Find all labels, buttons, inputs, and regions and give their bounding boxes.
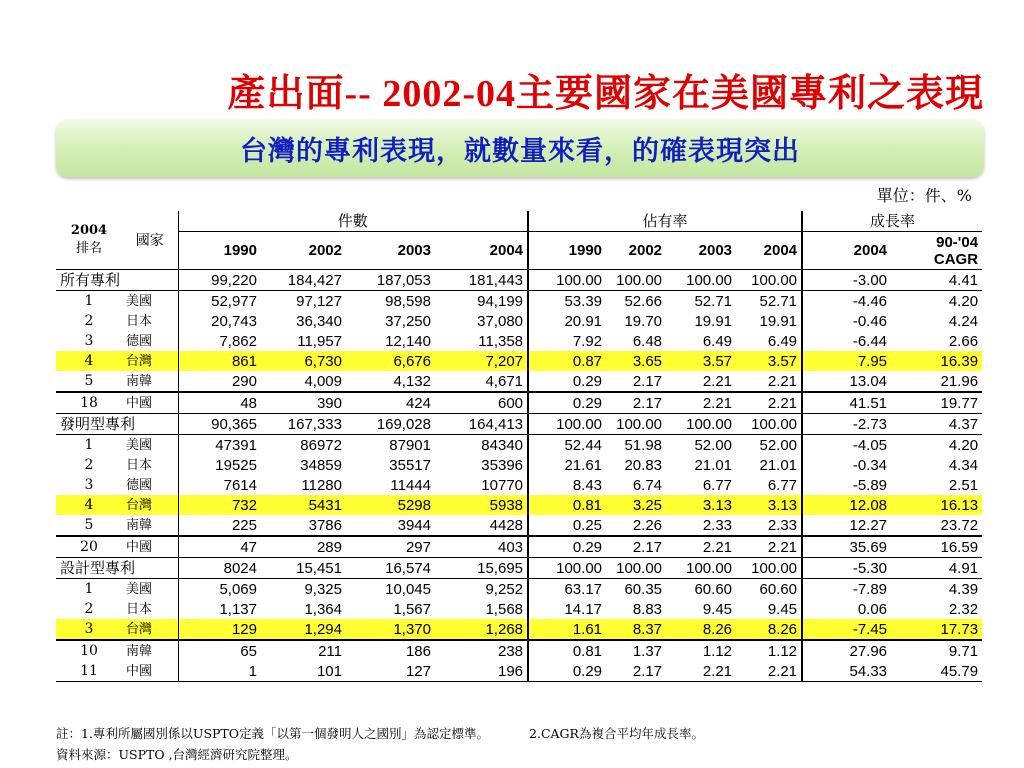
value-cell: 2.51 — [948, 476, 979, 494]
value-cell: 1.37 — [606, 640, 666, 661]
rank-cell: 5 — [84, 372, 94, 389]
value-cell: 424 — [346, 392, 435, 414]
value-cell: 2.21 — [666, 661, 736, 682]
value-cell: 20,743 — [178, 311, 261, 331]
table-row — [56, 640, 982, 661]
value-cell: 7.95 — [802, 351, 891, 371]
rank-cell: 18 — [56, 392, 122, 414]
value-cell: 16.13 — [891, 495, 982, 515]
value-cell: 6.48 — [632, 332, 663, 350]
value-cell: 19525 — [178, 455, 261, 475]
value-cell: 6,730 — [261, 351, 346, 371]
total-cell: 16,574 — [346, 558, 435, 579]
total-cell: 184,427 — [261, 270, 346, 291]
rank-cell: 3 — [84, 476, 94, 493]
table-row — [56, 351, 982, 371]
table-row — [56, 495, 982, 515]
total-cell: 15,451 — [261, 558, 346, 579]
value-cell: 23.72 — [940, 516, 979, 534]
total-cell: 100.00 — [528, 270, 606, 291]
value-cell: -7.89 — [802, 579, 891, 600]
value-cell: 35396 — [481, 456, 524, 474]
rank-header-label: 排名 — [75, 241, 102, 256]
table-row — [56, 579, 982, 600]
total-cell: 164,413 — [435, 414, 528, 435]
value-cell: 53.39 — [528, 291, 606, 312]
value-cell: 4.20 — [891, 435, 982, 456]
value-cell: 11,358 — [478, 332, 524, 350]
value-cell: 3.13 — [736, 495, 802, 515]
table-row — [56, 311, 982, 331]
value-cell: -5.89 — [802, 475, 891, 495]
header-row-groups — [56, 211, 982, 232]
value-cell: 52.71 — [736, 291, 802, 312]
value-cell: 2.33 — [767, 516, 798, 534]
value-cell: 98,598 — [346, 291, 435, 312]
value-cell: 54.33 — [802, 661, 891, 682]
total-cell: 100.00 — [736, 558, 802, 579]
value-cell: 12,140 — [385, 332, 431, 350]
value-cell: 8.26 — [736, 619, 802, 640]
total-cell: 100.00 — [736, 414, 802, 435]
value-cell: 5431 — [261, 495, 346, 515]
value-cell: 5938 — [435, 495, 528, 515]
value-cell: 3.25 — [606, 495, 666, 515]
value-cell: 19.91 — [694, 312, 733, 330]
value-cell: 127 — [346, 661, 435, 682]
value-cell: 41.51 — [802, 392, 891, 414]
value-cell: 2.17 — [606, 392, 666, 414]
country-cell: 台灣 — [122, 495, 178, 515]
value-cell: 732 — [178, 495, 261, 515]
table-row — [56, 455, 982, 475]
headline-banner — [56, 119, 984, 177]
country-cell: 南韓 — [126, 373, 153, 389]
value-cell: 6.74 — [632, 476, 663, 494]
share-group-header: 佔有率 — [528, 211, 802, 232]
value-cell: 7,207 — [435, 351, 528, 371]
value-cell: 7.92 — [528, 331, 606, 351]
growth-group-header: 成長率 — [802, 211, 982, 232]
value-cell: 3.65 — [606, 351, 666, 371]
country-cell: 台灣 — [122, 351, 178, 371]
value-cell: 9.45 — [702, 600, 733, 618]
value-cell: 6,676 — [346, 351, 435, 371]
value-cell: 10,045 — [346, 579, 435, 600]
source-note: 資料來源：USPTO ,台灣經濟研究院整理。 — [56, 747, 298, 762]
table-row — [56, 599, 982, 619]
value-cell: 600 — [435, 392, 528, 414]
footnote-1: 註：1.專利所屬國別係以USPTO定義「以第一個發明人之國別」為認定標準。 — [56, 726, 490, 741]
rank-cell: 3 — [84, 332, 94, 349]
value-cell: 52,977 — [178, 291, 261, 312]
rank-cell: 2 — [84, 312, 94, 329]
value-cell: 97,127 — [261, 291, 346, 312]
value-cell: 9.45 — [767, 600, 798, 618]
value-cell: 11280 — [301, 476, 342, 494]
year-header: 2002 — [606, 232, 666, 270]
footnotes — [56, 723, 996, 765]
total-cell: 181,443 — [435, 270, 528, 291]
value-cell: 21.61 — [528, 455, 606, 475]
value-cell: 10770 — [481, 476, 524, 494]
value-cell: 6.49 — [767, 332, 798, 350]
section-name: 設計型專利 — [56, 558, 178, 579]
value-cell: 4.39 — [891, 579, 982, 600]
value-cell: 0.06 — [802, 599, 891, 619]
total-cell: 100.00 — [666, 558, 736, 579]
value-cell: 2.21 — [666, 392, 736, 414]
value-cell: 7,862 — [178, 331, 261, 351]
value-cell: 238 — [435, 640, 528, 661]
value-cell: -6.44 — [802, 331, 891, 351]
value-cell: 1.61 — [528, 619, 606, 640]
total-cell: 100.00 — [528, 558, 606, 579]
count-group-header: 件數 — [178, 211, 528, 232]
value-cell: 2.17 — [606, 536, 666, 558]
value-cell: 19.77 — [891, 392, 982, 414]
value-cell: 1,137 — [178, 599, 261, 619]
value-cell: 52.00 — [666, 435, 736, 456]
total-cell: 100.00 — [736, 270, 802, 291]
value-cell: 0.81 — [528, 640, 606, 661]
country-cell: 日本 — [126, 457, 153, 473]
value-cell: 2.21 — [702, 372, 733, 390]
value-cell: 48 — [178, 392, 261, 414]
year-header: 1990 — [178, 232, 261, 270]
value-cell: 2.33 — [702, 516, 733, 534]
footnote-2: 2.CAGR為複合平均年成長率。 — [529, 726, 704, 741]
value-cell: 3786 — [308, 516, 342, 534]
table-row — [56, 331, 982, 351]
country-cell: 日本 — [126, 313, 153, 329]
value-cell: 21.96 — [940, 372, 979, 390]
rank-cell: 2 — [84, 600, 94, 617]
value-cell: 1,568 — [485, 600, 524, 618]
section-total-row — [56, 270, 982, 291]
value-cell: 3.57 — [736, 351, 802, 371]
total-cell: 4.37 — [891, 414, 982, 435]
year-header: 2004 — [435, 232, 528, 270]
value-cell: 2.17 — [606, 661, 666, 682]
country-cell: 美國 — [122, 579, 178, 600]
section-total-row — [56, 558, 982, 579]
banner-text: 台灣的專利表現，就數量來看，的確表現突出 — [240, 135, 800, 167]
value-cell: 6.77 — [702, 476, 733, 494]
value-cell: 4,671 — [485, 372, 524, 390]
total-cell: 15,695 — [435, 558, 528, 579]
value-cell: -0.46 — [802, 311, 891, 331]
total-cell: 187,053 — [346, 270, 435, 291]
value-cell: 2.21 — [736, 536, 802, 558]
country-cell: 中國 — [122, 661, 178, 682]
rank-cell: 1 — [56, 435, 122, 456]
value-cell: 9,325 — [261, 579, 346, 600]
value-cell: 52.00 — [736, 435, 802, 456]
value-cell: 21.01 — [759, 456, 798, 474]
value-cell: 1,268 — [435, 619, 528, 640]
value-cell: 52.66 — [606, 291, 666, 312]
value-cell: 86972 — [261, 435, 346, 456]
value-cell: 8.83 — [632, 600, 663, 618]
value-cell: 1,567 — [393, 600, 431, 618]
value-cell: 52.71 — [666, 291, 736, 312]
value-cell: 1,370 — [346, 619, 435, 640]
table-row — [56, 371, 982, 392]
value-cell: 19.70 — [624, 312, 663, 330]
value-cell: -7.45 — [802, 619, 891, 640]
country-cell: 中國 — [122, 536, 178, 558]
cagr-header — [891, 232, 982, 270]
value-cell: 2.26 — [632, 516, 663, 534]
country-cell: 德國 — [126, 477, 153, 493]
rank-header — [56, 211, 122, 270]
total-cell: 100.00 — [528, 414, 606, 435]
value-cell: 4,132 — [393, 372, 431, 390]
value-cell: 1,364 — [304, 600, 342, 618]
value-cell: 94,199 — [435, 291, 528, 312]
total-cell: 167,333 — [261, 414, 346, 435]
country-cell: 台灣 — [122, 619, 178, 640]
value-cell: 16.59 — [891, 536, 982, 558]
total-cell: 4.41 — [891, 270, 982, 291]
value-cell: 6.49 — [702, 332, 733, 350]
footnote-line-1 — [56, 723, 996, 744]
value-cell: 0.29 — [528, 371, 606, 392]
value-cell: 84340 — [435, 435, 528, 456]
value-cell: 2.32 — [948, 600, 979, 618]
total-cell: 100.00 — [666, 414, 736, 435]
total-cell: 100.00 — [606, 414, 666, 435]
value-cell: 47391 — [178, 435, 261, 456]
value-cell: 14.17 — [528, 599, 606, 619]
value-cell: 211 — [261, 640, 346, 661]
year-header: 2002 — [261, 232, 346, 270]
value-cell: 3.57 — [666, 351, 736, 371]
value-cell: 0.29 — [528, 536, 606, 558]
value-cell: 27.96 — [802, 640, 891, 661]
value-cell: 225 — [178, 515, 261, 536]
country-cell: 南韓 — [122, 640, 178, 661]
value-cell: 2.21 — [736, 392, 802, 414]
value-cell: 5,069 — [178, 579, 261, 600]
total-cell: 8024 — [178, 558, 261, 579]
value-cell: 47 — [178, 536, 261, 558]
value-cell: 51.98 — [606, 435, 666, 456]
value-cell: 36,340 — [296, 312, 342, 330]
value-cell: 861 — [178, 351, 261, 371]
total-cell: 100.00 — [606, 270, 666, 291]
section-name: 所有專利 — [56, 270, 178, 291]
country-cell: 美國 — [122, 291, 178, 312]
value-cell: 289 — [261, 536, 346, 558]
rank-cell: 11 — [56, 661, 122, 682]
value-cell: 1 — [178, 661, 261, 682]
value-cell: 4.34 — [948, 456, 979, 474]
value-cell: 52.44 — [528, 435, 606, 456]
total-cell: 100.00 — [666, 270, 736, 291]
value-cell: 20.83 — [624, 456, 663, 474]
value-cell: 2.21 — [767, 372, 798, 390]
total-cell: 100.00 — [606, 558, 666, 579]
table-row — [56, 515, 982, 536]
value-cell: 45.79 — [891, 661, 982, 682]
value-cell: 2.21 — [736, 661, 802, 682]
value-cell: 101 — [261, 661, 346, 682]
value-cell: 8.26 — [666, 619, 736, 640]
value-cell: 21.01 — [694, 456, 733, 474]
value-cell: 8.37 — [606, 619, 666, 640]
value-cell: -4.46 — [802, 291, 891, 312]
value-cell: 2.66 — [948, 332, 979, 350]
value-cell: -4.05 — [802, 435, 891, 456]
rank-cell: 3 — [56, 619, 122, 640]
value-cell: 11,957 — [297, 332, 342, 350]
cagr-header-range: 90-'04 — [936, 233, 979, 251]
value-cell: 87901 — [346, 435, 435, 456]
country-cell: 美國 — [122, 435, 178, 456]
value-cell: 60.60 — [736, 579, 802, 600]
year-header: 2004 — [802, 232, 891, 270]
value-cell: 34859 — [300, 456, 342, 474]
value-cell: 20.91 — [528, 311, 606, 331]
value-cell: 297 — [346, 536, 435, 558]
value-cell: 11444 — [390, 476, 431, 494]
value-cell: 7614 — [178, 475, 261, 495]
country-cell: 中國 — [122, 392, 178, 414]
value-cell: 37,250 — [385, 312, 431, 330]
header-row-years — [56, 232, 982, 270]
value-cell: 0.81 — [528, 495, 606, 515]
value-cell: 60.35 — [606, 579, 666, 600]
value-cell: 65 — [178, 640, 261, 661]
value-cell: 4,009 — [304, 372, 342, 390]
table-row — [56, 475, 982, 495]
rank-cell: 4 — [56, 351, 122, 371]
table-row — [56, 392, 982, 414]
rank-cell: 1 — [56, 579, 122, 600]
total-cell: 99,220 — [178, 270, 261, 291]
total-cell: 4.91 — [891, 558, 982, 579]
country-header: 國家 — [135, 231, 164, 248]
year-header: 2004 — [736, 232, 802, 270]
year-header: 2003 — [346, 232, 435, 270]
value-cell: 9.71 — [891, 640, 982, 661]
value-cell: 37,080 — [477, 312, 524, 330]
value-cell: 0.25 — [528, 515, 606, 536]
value-cell: 4428 — [489, 516, 524, 534]
value-cell: 390 — [261, 392, 346, 414]
value-cell: 196 — [435, 661, 528, 682]
value-cell: 403 — [435, 536, 528, 558]
value-cell: 0.29 — [528, 392, 606, 414]
value-cell: 35517 — [389, 456, 431, 474]
value-cell: 6.77 — [767, 476, 798, 494]
table-row — [56, 619, 982, 640]
rank-cell: 5 — [84, 516, 94, 533]
total-cell: -3.00 — [802, 270, 891, 291]
value-cell: 19.91 — [759, 312, 798, 330]
table-row — [56, 435, 982, 456]
value-cell: 1.12 — [666, 640, 736, 661]
year-header: 2003 — [666, 232, 736, 270]
table-row — [56, 661, 982, 682]
country-cell: 南韓 — [126, 517, 153, 533]
page-title: 產出面-- 2002-04主要國家在美國專利之表現 — [227, 73, 984, 115]
rank-header-year: 2004 — [70, 223, 108, 238]
rank-cell: 2 — [84, 456, 94, 473]
value-cell: 1,294 — [261, 619, 346, 640]
value-cell: 3944 — [397, 516, 431, 534]
value-cell: 63.17 — [528, 579, 606, 600]
value-cell: 0.29 — [528, 661, 606, 682]
value-cell: 2.21 — [666, 536, 736, 558]
value-cell: 2.17 — [632, 372, 663, 390]
value-cell: 186 — [346, 640, 435, 661]
value-cell: 60.60 — [666, 579, 736, 600]
total-cell: -5.30 — [802, 558, 891, 579]
section-total-row — [56, 414, 982, 435]
year-header: 1990 — [528, 232, 606, 270]
country-cell: 德國 — [126, 333, 153, 349]
value-cell: 0.87 — [528, 351, 606, 371]
value-cell: 4.20 — [891, 291, 982, 312]
cagr-header-label: CAGR — [933, 250, 979, 268]
rank-cell: 4 — [56, 495, 122, 515]
total-cell: -2.73 — [802, 414, 891, 435]
value-cell: 35.69 — [802, 536, 891, 558]
table-row — [56, 291, 982, 312]
section-name: 發明型專利 — [56, 414, 178, 435]
value-cell: 12.08 — [802, 495, 891, 515]
rank-cell: 1 — [56, 291, 122, 312]
total-cell: 169,028 — [346, 414, 435, 435]
unit-label: 單位：件、% — [876, 186, 972, 205]
value-cell: 3.13 — [666, 495, 736, 515]
rank-cell: 20 — [56, 536, 122, 558]
value-cell: 9,252 — [435, 579, 528, 600]
country-cell: 日本 — [126, 601, 153, 617]
rank-cell: 10 — [56, 640, 122, 661]
value-cell: 13.04 — [802, 371, 891, 392]
total-cell: 90,365 — [178, 414, 261, 435]
value-cell: 4.24 — [948, 312, 979, 330]
table-row — [56, 536, 982, 558]
value-cell: 17.73 — [891, 619, 982, 640]
value-cell: 12.27 — [802, 515, 891, 536]
value-cell: 1.12 — [736, 640, 802, 661]
value-cell: 8.43 — [528, 475, 606, 495]
value-cell: 290 — [178, 371, 261, 392]
patent-table — [56, 211, 982, 682]
value-cell: -0.34 — [802, 455, 891, 475]
value-cell: 129 — [178, 619, 261, 640]
value-cell: 5298 — [346, 495, 435, 515]
value-cell: 16.39 — [891, 351, 982, 371]
